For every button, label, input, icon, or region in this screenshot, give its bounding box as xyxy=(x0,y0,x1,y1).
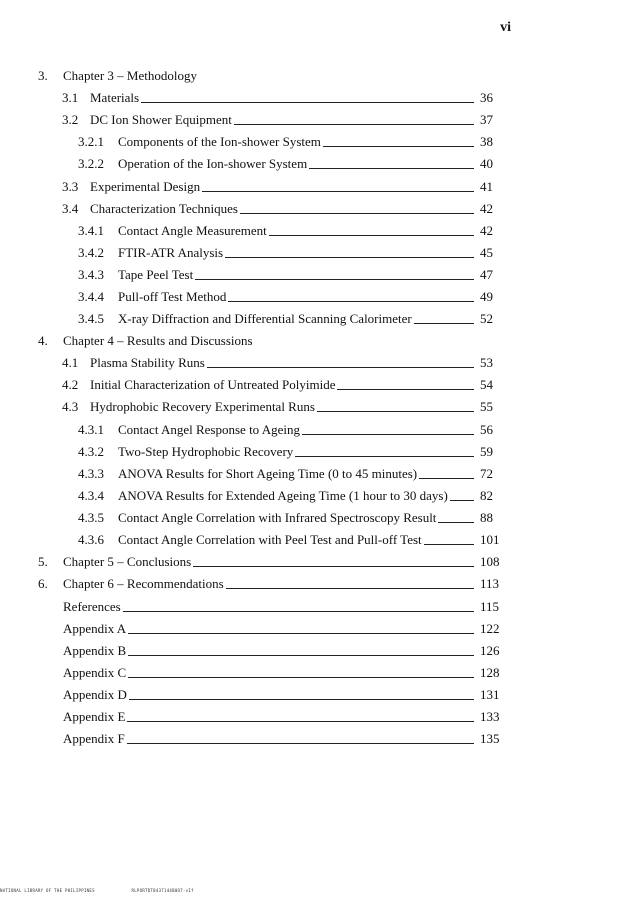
toc-entry-number: 4.3.5 xyxy=(78,510,104,525)
dot-leader xyxy=(295,456,474,457)
toc-entry-title: Materials xyxy=(90,90,140,105)
dot-leader xyxy=(225,257,474,258)
toc-entry-title: Appendix A xyxy=(63,621,127,636)
toc-entry-page: 47 xyxy=(480,267,493,282)
toc-entry-page: 126 xyxy=(480,643,500,658)
toc-entry-number: 3.4.4 xyxy=(78,289,104,304)
toc-entry-title: Initial Characterization of Untreated Polyimide xyxy=(90,377,336,392)
dot-leader xyxy=(226,588,474,589)
dot-leader xyxy=(309,168,474,169)
dot-leader xyxy=(337,389,474,390)
toc-entry[interactable] xyxy=(62,178,500,196)
toc-entry-number: 3.4.1 xyxy=(78,223,104,238)
toc-entry-page: 56 xyxy=(480,422,493,437)
toc-entry-title: References xyxy=(63,599,121,614)
toc-entry-page: 133 xyxy=(480,709,500,724)
toc-entry[interactable] xyxy=(78,443,500,461)
toc-entry-number: 3.4.2 xyxy=(78,245,104,260)
dot-leader xyxy=(317,411,474,412)
toc-entry-page: 37 xyxy=(480,112,493,127)
dot-leader xyxy=(128,633,474,634)
toc-entry-number: 4.3.6 xyxy=(78,532,104,547)
toc-entry-page: 101 xyxy=(480,532,500,547)
dot-leader xyxy=(207,367,474,368)
toc-entry-page: 40 xyxy=(480,156,493,171)
toc-entry-number: 3.4.3 xyxy=(78,267,104,282)
toc-appendix-f[interactable] xyxy=(63,730,500,748)
toc-entry-page: 82 xyxy=(480,488,493,503)
toc-entry-title: Tape Peel Test xyxy=(118,267,194,282)
dot-leader xyxy=(240,213,474,214)
toc-entry-title: Chapter 6 – Recommendations xyxy=(63,576,224,591)
toc-entry-number: 4.3.3 xyxy=(78,466,104,481)
dot-leader xyxy=(419,478,474,479)
toc-entry-title: Contact Angel Response to Ageing xyxy=(118,422,300,437)
toc-entry[interactable] xyxy=(78,465,500,483)
footer-code: RLPORTDT8437144B0O7-vIf xyxy=(131,888,194,893)
toc-entry[interactable] xyxy=(62,398,500,416)
toc-entry-page: 38 xyxy=(480,134,493,149)
toc-entry-page: 55 xyxy=(480,399,493,414)
toc-entry-number: 5. xyxy=(38,554,48,569)
toc-entry-page: 53 xyxy=(480,355,493,370)
toc-entry-title: Contact Angle Correlation with Infrared Spectroscopy Result xyxy=(118,510,437,525)
toc-entry-title: Hydrophobic Recovery Experimental Runs xyxy=(90,399,315,414)
toc-entry-title: Pull-off Test Method xyxy=(118,289,227,304)
toc-entry[interactable] xyxy=(78,421,500,439)
dot-leader xyxy=(234,124,474,125)
dot-leader xyxy=(414,323,474,324)
toc-entry-page: 42 xyxy=(480,223,493,238)
dot-leader xyxy=(129,699,474,700)
toc-entry-title: Contact Angle Measurement xyxy=(118,223,267,238)
toc-entry-number: 4.2 xyxy=(62,377,79,392)
toc-entry[interactable] xyxy=(78,509,500,527)
toc-entry-page: 52 xyxy=(480,311,493,326)
toc-entry-number: 3.4 xyxy=(62,201,79,216)
toc-entry-number: 3.4.5 xyxy=(78,311,104,326)
toc-entry-number: 3. xyxy=(38,68,48,83)
dot-leader xyxy=(450,500,474,501)
toc-entry-title: Appendix B xyxy=(63,643,127,658)
dot-leader xyxy=(323,146,474,147)
toc-entry-title: Appendix E xyxy=(63,709,126,724)
toc-appendix-d[interactable] xyxy=(63,686,500,704)
toc-references[interactable] xyxy=(63,598,500,616)
toc-entry-number: 3.1 xyxy=(62,90,79,105)
toc-entry-title: Plasma Stability Runs xyxy=(90,355,205,370)
dot-leader xyxy=(269,235,474,236)
toc-entry-number: 4. xyxy=(38,333,48,348)
toc-entry-page: 45 xyxy=(480,245,493,260)
toc-entry-title: Two-Step Hydrophobic Recovery xyxy=(118,444,294,459)
toc-entry-title: Components of the Ion-shower System xyxy=(118,134,321,149)
toc-entry-page: 41 xyxy=(480,179,493,194)
dot-leader xyxy=(424,544,474,545)
toc-entry[interactable] xyxy=(78,288,500,306)
toc-entry-number: 4.3.2 xyxy=(78,444,104,459)
toc-entry[interactable] xyxy=(78,266,500,284)
toc-entry[interactable] xyxy=(78,531,500,549)
toc-appendix-a[interactable] xyxy=(63,620,500,638)
toc-entry-title: Contact Angle Correlation with Peel Test and Pull-off Test xyxy=(118,532,422,547)
dot-leader xyxy=(438,522,474,523)
toc-entry-title: FTIR-ATR Analysis xyxy=(118,245,224,260)
dot-leader xyxy=(228,301,474,302)
toc-entry-title: Appendix F xyxy=(63,731,125,746)
toc-entry-number: 6. xyxy=(38,576,48,591)
toc-entry[interactable] xyxy=(62,354,500,372)
dot-leader xyxy=(127,743,474,744)
toc-appendix-e[interactable] xyxy=(63,708,500,726)
toc-chapter-6[interactable] xyxy=(38,575,500,593)
dot-leader xyxy=(302,434,474,435)
toc-entry-title: ANOVA Results for Short Ageing Time (0 to 45 minutes) xyxy=(118,466,418,481)
dot-leader xyxy=(141,102,474,103)
dot-leader xyxy=(127,721,474,722)
toc-entry-title: Chapter 5 – Conclusions xyxy=(63,554,192,569)
toc-appendix-c[interactable] xyxy=(63,664,500,682)
toc-entry-number: 3.2.1 xyxy=(78,134,104,149)
toc-entry-number: 3.2 xyxy=(62,112,79,127)
toc-entry-page: 72 xyxy=(480,466,493,481)
toc-entry-title: Chapter 4 – Results and Discussions xyxy=(63,333,253,348)
toc-chapter-3[interactable] xyxy=(38,67,199,85)
toc-entry-page: 54 xyxy=(480,377,493,392)
toc-entry-number: 4.3.4 xyxy=(78,488,104,503)
toc-entry-page: 131 xyxy=(480,687,500,702)
footer-library: NATIONAL LIBRARY OF THE PHILIPPINES xyxy=(0,888,95,893)
toc-entry[interactable] xyxy=(78,222,500,240)
toc-entry-page: 42 xyxy=(480,201,493,216)
toc-chapter-4[interactable] xyxy=(38,332,255,350)
toc-entry-page: 128 xyxy=(480,665,500,680)
toc-entry-number: 4.1 xyxy=(62,355,79,370)
toc-entry-title: Chapter 3 – Methodology xyxy=(63,68,197,83)
toc-entry[interactable] xyxy=(78,244,500,262)
toc-entry-page: 59 xyxy=(480,444,493,459)
toc-entry-title: Appendix C xyxy=(63,665,127,680)
dot-leader xyxy=(193,566,474,567)
toc-entry-page: 135 xyxy=(480,731,500,746)
toc-entry[interactable] xyxy=(78,155,500,173)
toc-entry-page: 36 xyxy=(480,90,493,105)
toc-entry-page: 88 xyxy=(480,510,493,525)
toc-entry[interactable] xyxy=(78,310,500,328)
toc-entry-title: Experimental Design xyxy=(90,179,201,194)
toc-entry-title: ANOVA Results for Extended Ageing Time (1 hour to 30 days) xyxy=(118,488,448,503)
toc-entry-page: 113 xyxy=(480,576,500,591)
toc-entry-number: 3.2.2 xyxy=(78,156,104,171)
toc-entry[interactable] xyxy=(62,89,500,107)
toc-entry-title: DC Ion Shower Equipment xyxy=(90,112,232,127)
toc-entry-number: 3.3 xyxy=(62,179,79,194)
toc-entry[interactable] xyxy=(78,133,500,151)
scan-footer xyxy=(0,888,194,893)
page-number: vi xyxy=(500,20,511,35)
toc-entry[interactable] xyxy=(62,200,500,218)
toc-appendix-b[interactable] xyxy=(63,642,500,660)
toc-entry[interactable] xyxy=(78,487,500,505)
toc-entry-title: X-ray Diffraction and Differential Scanning Calorimeter xyxy=(118,311,412,326)
toc-entry-page: 115 xyxy=(480,599,500,614)
toc-entry-page: 49 xyxy=(480,289,493,304)
toc-entry-page: 108 xyxy=(480,554,500,569)
dot-leader xyxy=(195,279,474,280)
toc-entry-title: Appendix D xyxy=(63,687,127,702)
toc-entry-number: 4.3.1 xyxy=(78,422,104,437)
toc-chapter-5[interactable] xyxy=(38,553,500,571)
toc-entry[interactable] xyxy=(62,376,500,394)
toc-entry-page: 122 xyxy=(480,621,500,636)
dot-leader xyxy=(128,655,474,656)
toc-entry-title: Operation of the Ion-shower System xyxy=(118,156,308,171)
toc-entry[interactable] xyxy=(62,111,500,129)
dot-leader xyxy=(123,611,474,612)
dot-leader xyxy=(128,677,474,678)
toc-entry-number: 4.3 xyxy=(62,399,79,414)
toc-entry-title: Characterization Techniques xyxy=(90,201,238,216)
dot-leader xyxy=(202,191,474,192)
